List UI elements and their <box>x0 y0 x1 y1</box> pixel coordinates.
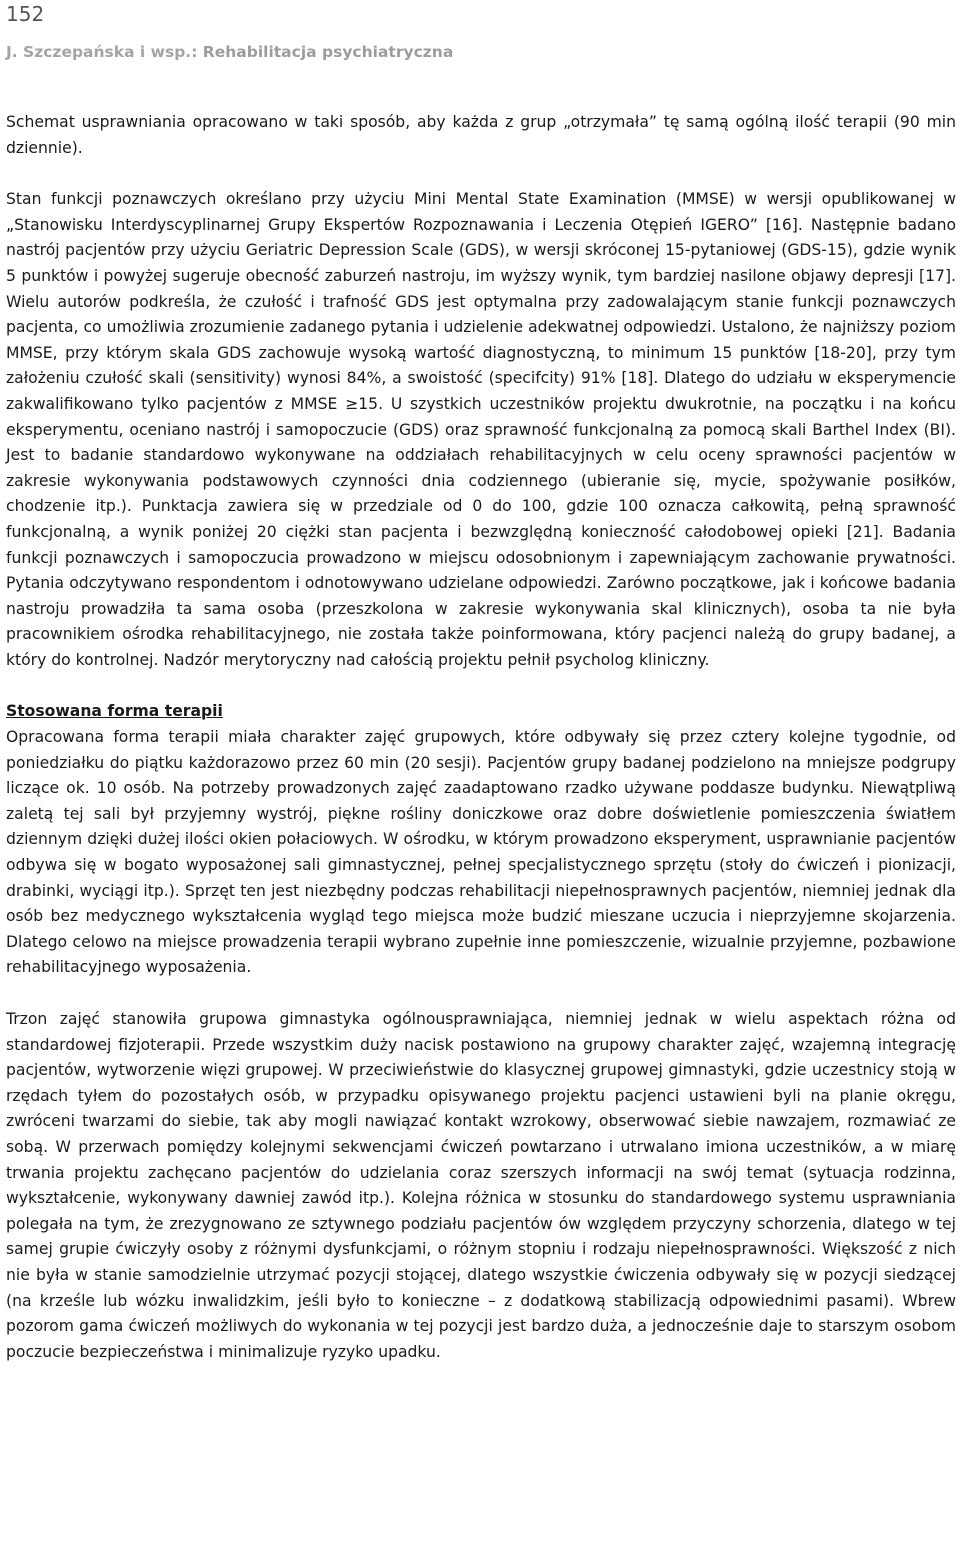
running-head-separator: : <box>191 43 203 61</box>
running-head <box>6 42 956 62</box>
page-number: 152 <box>6 2 45 26</box>
running-head-authors: J. Szczepańska i wsp. <box>6 43 192 61</box>
body-paragraph-4: Trzon zajęć stanowiła grupowa gimnastyka ogólnousprawniająca, niemniej jednak w wielu aspektach różna od standardowej fizjoterapii. Przede wszystkim duży nacisk postawiono na grupowy charakter zajęć, wzajemną integrację pacjentów, wytworzenie więzi grupowej. W przeciwieństwie do klasycznej grupowej gimnastyki, gdzie uczestnicy stoją w rzędach tyłem do pozostałych osób, w przypadku opisywanego projektu pacjenci ustawieni byli na planie okręgu, zwróceni twarzami do siebie, tak aby mogli nawiązać kontakt wzrokowy, obserwować siebie nawzajem, rozmawiać ze sobą. W przerwach pomiędzy kolejnymi sekwencjami ćwiczeń powtarzano i utrwalano imiona uczestników, a w miarę trwania projektu zachęcano pacjentów do udzielania coraz szerszych informacji na swój temat (sytuacja rodzinna, wykształcenie, wykonywany dawniej zawód itp.). Kolejna różnica w stosunku do standardowego systemu usprawniania polegała na tym, że zrezygnowano ze sztywnego podziału pacjentów ów względem przyczyny schorzenia, dlatego w tej samej grupie ćwiczyły osoby z różnymi dysfunkcjami, o różnym stopniu i rodzaju niepełnosprawności. Większość z nich nie była w stanie samodzielnie utrzymać pozycji stojącej, dlatego wszystkie ćwiczenia odbywały się w pozycji siedzącej (na krześle lub wózku inwalidzkim, jeśli było to konieczne – z dodatkową stabilizacją odpowiednimi pasami). Wbrew pozorom gama ćwiczeń możliwych do wykonania w tej pozycji jest bardzo duża, a jednocześnie daje to starszym osobom poczucie bezpieczeństwa i minimalizuje ryzyko upadku. <box>6 1010 956 1361</box>
section-heading: Stosowana forma terapii <box>6 702 223 721</box>
running-head-journal-title: Rehabilitacja psychiatryczna <box>202 43 454 61</box>
body-paragraph-1: Schemat usprawniania opracowano w taki sposób, aby każda z grup „otrzymała” tę samą ogólną ilość terapii (90 min dziennie). <box>6 113 956 157</box>
body-paragraph-2: Stan funkcji poznawczych określano przy użyciu Mini Mental State Examination (MMSE) w wersji opublikowanej w „Stanowisku Interdyscyplinarnej Grupy Ekspertów Rozpoznawania i Leczenia Otępień IGERO” [16]. Następnie badano nastrój pacjentów przy użyciu Geriatric Depression Scale (GDS), w wersji skróconej 15-pytaniowej (GDS-15), gdzie wynik 5 punktów i powyżej sugeruje obecność zaburzeń nastroju, im wyższy wynik, tym bardziej nasilone objawy depresji [17]. Wielu autorów podkreśla, że czułość i trafność GDS jest optymalna przy zadowalającym stanie funkcji poznawczych pacjenta, co umożliwia zrozumienie zadanego pytania i udzielenie adekwatnej odpowiedzi. Ustalono, że najniższy poziom MMSE, przy którym skala GDS zachowuje wysoką wartość diagnostyczną, to minimum 15 punktów [18-20], przy tym założeniu czułość skali (sensitivity) wynosi 84%, a swoistość (specifcity) 91% [18]. Dlatego do udziału w eksperymencie zakwalifikowano tylko pacjentów z MMSE ≥15. U szystkich uczestników projektu dwukrotnie, na początku i na końcu eksperymentu, oceniano nastrój i samopoczucie (GDS) oraz sprawność funkcjonalną za pomocą skali Barthel Index (BI). Jest to badanie standardowo wykonywane na oddziałach rehabilitacyjnych w celu oceny sprawności pacjentów w zakresie wykonywania podstawowych czynności dnia codziennego (ubieranie się, mycie, spożywanie posiłków, chodzenie itp.). Punktacja zawiera się w przedziale od 0 do 100, gdzie 100 oznacza całkowitą, pełną sprawność funkcjonalną, a wynik poniżej 20 ciężki stan pacjenta i bezwzględną konieczność całodobowej opieki [21]. Badania funkcji poznawczych i samopoczucia prowadzono w miejscu odosobnionym i zapewniającym zachowanie prywatności. Pytania odczytywano respondentom i odnotowywano udzielane odpowiedzi. Zarówno początkowe, jak i końcowe badania nastroju prowadziła ta sama osoba (przeszkolona w zakresie wykonywania skal klinicznych), osoba ta nie była pracownikiem ośrodka rehabilitacyjnego, nie została także poinformowana, który pacjenci należą do grupy badanej, a który do kontrolnej. Nadzór merytoryczny nad całością projektu pełnił psycholog kliniczny. <box>6 190 956 669</box>
document-page <box>6 0 956 1365</box>
body-paragraph-3: Opracowana forma terapii miała charakter zajęć grupowych, które odbywały się przez cztery kolejne tygodnie, od poniedziałku do piątku każdorazowo przez 60 min (20 sesji). Pacjentów grupy badanej podzielono na mniejsze podgrupy liczące ok. 10 osób. Na potrzeby prowadzonych zajęć zaadaptowano rzadko używane poddasze budynku. Niewątpliwą zaletą tej sali był przyjemny wystrój, piękne rośliny doniczkowe oraz dobre doświetlenie pomieszczenia światłem dziennym dzięki dużej ilości okien połaciowych. W ośrodku, w którym prowadzono eksperyment, usprawnianie pacjentów odbywa się w bogato wyposażonej sali gimnastycznej, pełnej specjalistycznego sprzętu (stoły do ćwiczeń i pionizacji, drabinki, wyciągi itp.). Sprzęt ten jest niezbędny podczas rehabilitacji niepełnosprawnych pacjentów, niemniej jednak dla osób bez medycznego wykształcenia wygląd tego miejsca może budzić mieszane uczucia i nieprzyjemne skojarzenia. Dlatego celowo na miejsce prowadzenia terapii wybrano zupełnie inne pomieszczenie, wizualnie przyjemne, pozbawione rehabilitacyjnego wyposażenia. <box>6 728 956 977</box>
